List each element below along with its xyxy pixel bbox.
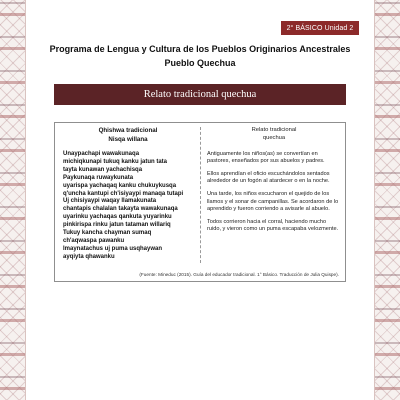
quechua-line: ayqiyta qhawanku: [63, 253, 115, 260]
column-divider: [200, 127, 201, 263]
quechua-line: Tukuy kancha chayman sumaq: [63, 230, 152, 237]
quechua-line: uyarispa yachaqaq kanku chukuykusqa: [63, 182, 177, 189]
spanish-paragraph: Ellos aprendían el oficio escuchándolos sentados alrededor de un fogón al atardecer o en la noche.: [207, 170, 330, 185]
quechua-line: tayta kunawan yachachisqa: [63, 166, 143, 173]
spanish-paragraph: Una tarde, los niños escucharon el quejido de los llamos y el sonar de campanillas. Se acordaron de lo aprendido y fueron corriendo a avisarle al abuelo.: [207, 191, 339, 213]
quechua-line: ch'aqwaspa pawanku: [63, 237, 125, 244]
quechua-line: pinkirispa rinku jatun tataman willariq: [63, 222, 171, 229]
quechua-line: chantapis chalalan takayta wawakunaqa: [63, 206, 178, 213]
spanish-paragraph: Antiguamente los niños(as) se convertían en pastores, enseñados por sus abuelos y padres.: [207, 150, 325, 164]
quechua-line: Paykunaqa ruwaykunata: [63, 174, 134, 181]
spanish-column: [207, 127, 341, 239]
page-heading: [30, 42, 370, 70]
quechua-column-heading: Qhishwa tradicional Nisqa willana: [98, 127, 158, 143]
quechua-line: uyarinku yachaqas qankuta yuyarinku: [63, 214, 172, 221]
decorative-border-left: [0, 0, 26, 400]
quechua-line: Unaypachapi wawakunaqa: [63, 151, 140, 157]
decorative-border-right: [374, 0, 400, 400]
program-title: Programa de Lengua y Cultura de los Pueblos Originarios Ancestrales: [49, 44, 351, 54]
grade-unit-badge: 2° BÁSICO Unidad 2: [281, 21, 359, 35]
quechua-line: Uj chisiyaypi waqay llamakunata: [63, 198, 157, 205]
quechua-line: q'uncha kantupi ch'isiyaypi manaqa tutapi: [63, 190, 184, 197]
quechua-column: [63, 127, 193, 262]
people-subtitle: Pueblo Quechua: [164, 58, 236, 68]
spanish-paragraph: Todos corrieron hacia el corral, haciendo mucho ruido, y vieron como un puma escapaba velozmente.: [207, 218, 339, 233]
quechua-text: [63, 151, 193, 262]
quechua-line: Imaynatachus uj puma usqhaywan: [63, 245, 163, 252]
section-banner: Relato tradicional quechua: [54, 84, 346, 105]
quechua-line: michiqkunapi tukuq kanku jatun tata: [63, 158, 168, 165]
story-comparison-box: [54, 122, 346, 282]
spanish-column-heading: Relato tradicional quechua: [251, 127, 297, 141]
source-citation: (Fuente: Mineduc (2015). Guía del educador tradicional. 1° Básico. Traducción de Julia Quispe).: [139, 272, 339, 277]
